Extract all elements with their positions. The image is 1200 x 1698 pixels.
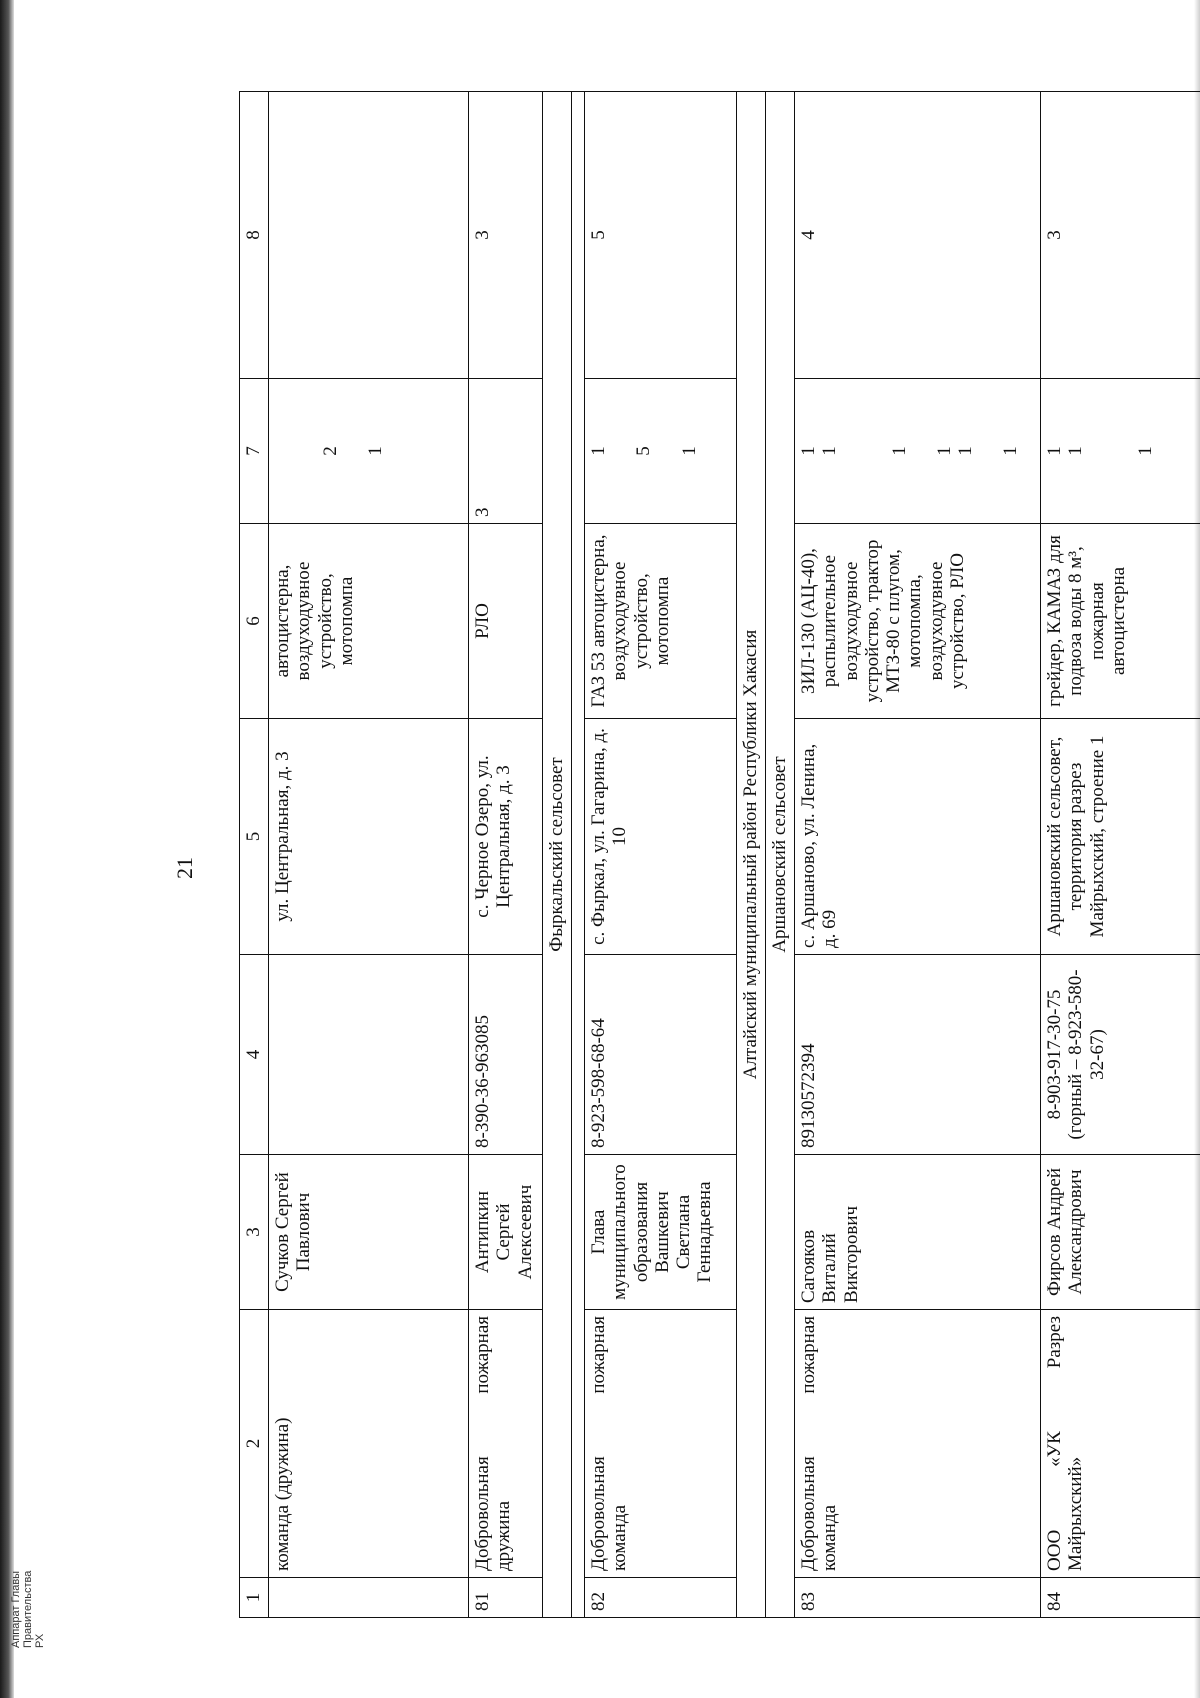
- cell-total: 3: [469, 92, 543, 379]
- table-row-81: [469, 92, 543, 1618]
- cell-equipment: грейдер, КАМАЗ для подвоза воды 8 м³, пожарная автоцистерна: [1041, 524, 1200, 719]
- name-word: Добровольная: [472, 1456, 493, 1571]
- qty-value: 1: [955, 446, 977, 456]
- cell-equipment: РЛО: [469, 524, 543, 719]
- col-num-2: 2: [240, 1310, 269, 1578]
- cell-name: [795, 1310, 1041, 1578]
- cell-head: Сагояков Виталий Викторович: [795, 1155, 1041, 1310]
- cell-qty: [585, 379, 737, 524]
- cell-head: Сучков Сергей Павлович: [269, 1155, 469, 1310]
- section-heading: Алтайский муниципальный район Республики Хакасия: [737, 92, 766, 1618]
- name-word: команда: [819, 1505, 841, 1571]
- fire-brigades-table: [239, 91, 1200, 1618]
- name-word: дружина: [493, 1500, 515, 1571]
- qty-value: 1: [1134, 446, 1156, 456]
- name-word: Майрыхский»: [1065, 1456, 1087, 1571]
- qty-value: 1: [1065, 446, 1087, 456]
- cell-qty: [269, 379, 469, 524]
- cell-no: 82: [585, 1578, 737, 1618]
- cell-qty: 3: [469, 379, 543, 524]
- col-num-6: 6: [240, 524, 269, 719]
- cell-name: команда (дружина): [269, 1310, 469, 1578]
- cell-total: 5: [585, 92, 737, 379]
- col-num-8: 8: [240, 92, 269, 379]
- cell-address: Аршановский сельсовет, территория разрез Майрыхский, строение 1: [1041, 719, 1200, 955]
- cell-address: с. Черное Озеро, ул. Центральная, д. 3: [469, 719, 543, 955]
- name-word: пожарная: [472, 1316, 493, 1394]
- cell-name: [585, 1310, 737, 1578]
- table-row-84: [1041, 92, 1200, 1618]
- qty-value: 2: [320, 446, 341, 456]
- cell-no: 83: [795, 1578, 1041, 1618]
- cell-address: ул. Центральная, д. 3: [269, 719, 469, 955]
- qty-value: 1: [365, 446, 387, 456]
- section-row: [543, 92, 572, 1618]
- qty-value: 1: [798, 446, 819, 456]
- name-word: ООО: [1044, 1529, 1065, 1571]
- office-stamp: Аппарат Главы Правительства РХ: [10, 1570, 47, 1648]
- cell-address: с. Фыркал, ул. Гагарина, д. 10: [585, 719, 737, 955]
- qty-value: 1: [888, 446, 910, 456]
- page-number: 21: [172, 857, 197, 879]
- qty-value: 1: [1000, 446, 1022, 456]
- cell-equipment: ГАЗ 53 автоцистерна, воздуходувное устройство, мотопомпа: [585, 524, 737, 719]
- cell-qty: [795, 379, 1041, 524]
- qty-value: 1: [933, 446, 955, 456]
- cell-qty: [1041, 379, 1200, 524]
- cell-phone: 8-390-36-963085: [469, 955, 543, 1155]
- section-row: [766, 92, 795, 1618]
- cell-name: [469, 1310, 543, 1578]
- name-word: пожарная: [588, 1316, 609, 1394]
- cell-no: 84: [1041, 1578, 1200, 1618]
- section-heading: Фыркальский сельсовет: [543, 92, 572, 1618]
- name-word: команда: [609, 1505, 631, 1571]
- cell-equipment: автоцистерна, воздуходувное устройство, мотопомпа: [269, 524, 469, 719]
- col-num-4: 4: [240, 955, 269, 1155]
- name-word: Разрез: [1044, 1316, 1065, 1369]
- name-word: Добровольная: [588, 1456, 609, 1571]
- qty-value: 1: [819, 446, 841, 456]
- col-num-7: 7: [240, 379, 269, 524]
- col-num-3: 3: [240, 1155, 269, 1310]
- cell-no: [269, 1578, 469, 1618]
- cell-total: 4: [795, 92, 1041, 379]
- cell-phone: 8-923-598-68-64: [585, 955, 737, 1155]
- column-number-row: [240, 92, 269, 1618]
- name-word: «УК: [1044, 1431, 1065, 1467]
- col-num-1: 1: [240, 1578, 269, 1618]
- table-row-83: [795, 92, 1041, 1618]
- cell-phone: 89130572394: [795, 955, 1041, 1155]
- section-row: [737, 92, 766, 1618]
- cell-head: Фирсов Андрей Александрович: [1041, 1155, 1200, 1310]
- cell-head: Глава муниципального образования Вашкевич Светлана Геннадьевна: [585, 1155, 737, 1310]
- cell-head: Антипкин Сергей Алексеевич: [469, 1155, 543, 1310]
- table-row-continuation: [269, 92, 469, 1618]
- section-heading: Аршановский сельсовет: [766, 92, 795, 1618]
- cell-address: с. Аршаново, ул. Ленина, д. 69: [795, 719, 1041, 955]
- qty-value: 1: [588, 446, 609, 456]
- cell-phone: [269, 955, 469, 1155]
- scan-edge-shadow: [0, 0, 14, 1698]
- cell-no: 81: [469, 1578, 543, 1618]
- table-row-82: [585, 92, 737, 1618]
- spacer-row: [572, 92, 585, 1618]
- qty-value: 1: [1044, 446, 1065, 456]
- name-word: пожарная: [798, 1316, 819, 1394]
- cell-equipment: ЗИЛ-130 (АЦ-40), распылительное воздуходувное устройство, трактор МТЗ-80 с плугом, мотопомпа, воздуходувное устройство, РЛО: [795, 524, 1041, 719]
- qty-value: 5: [633, 446, 655, 456]
- col-num-5: 5: [240, 719, 269, 955]
- cell-total: [269, 92, 469, 379]
- cell-phone: 8-903-917-30-75 (горный – 8-923-580-32-67): [1041, 955, 1200, 1155]
- qty-value: 1: [678, 446, 700, 456]
- rotated-page: [165, 92, 1200, 1618]
- cell-name: [1041, 1310, 1200, 1578]
- cell-total: 3: [1041, 92, 1200, 379]
- name-word: Добровольная: [798, 1456, 819, 1571]
